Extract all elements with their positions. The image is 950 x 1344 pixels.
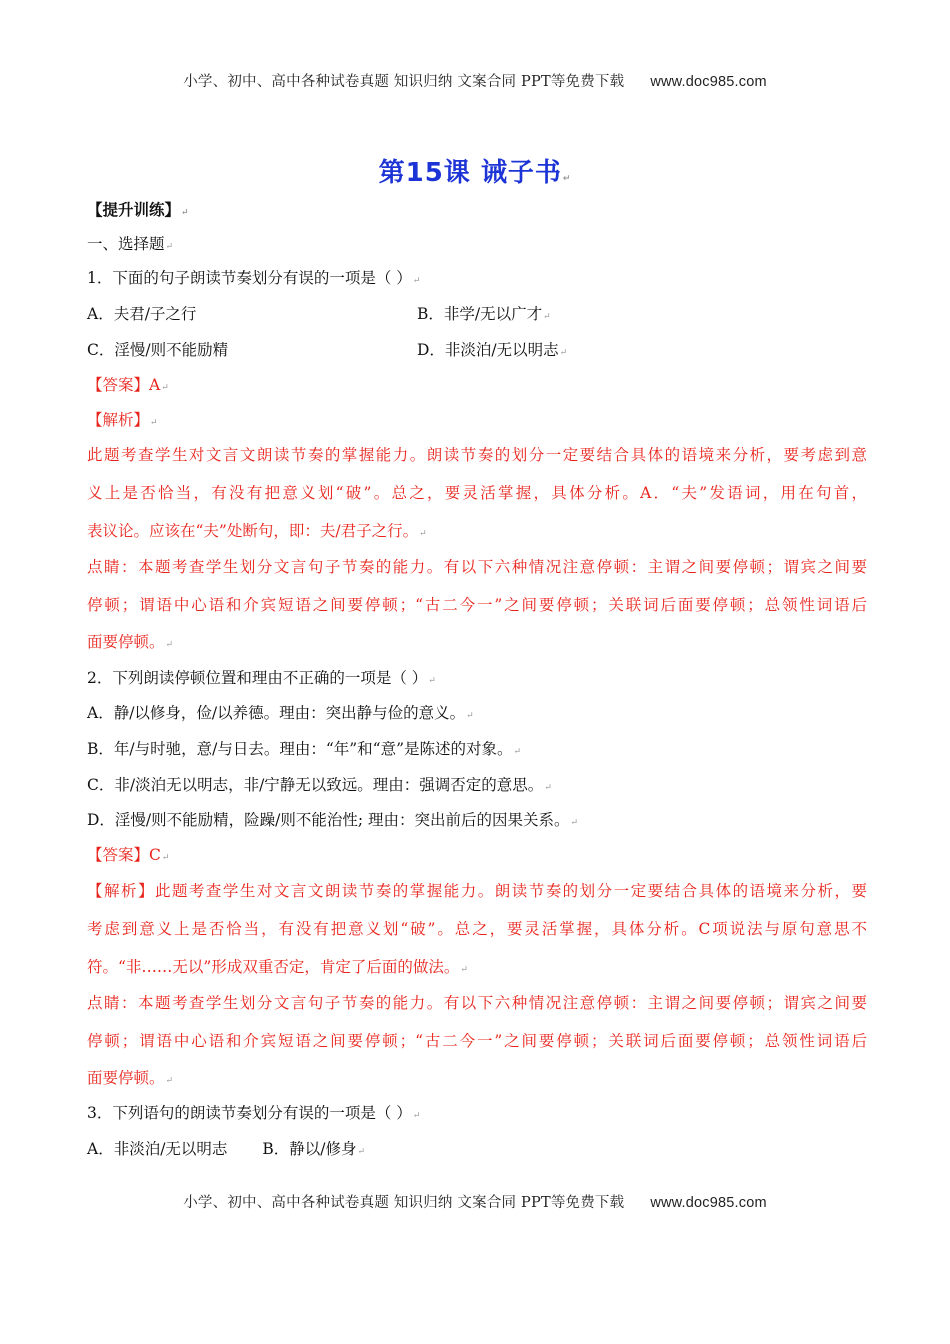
paragraph-mark: ↵: [460, 965, 468, 975]
q2-analysis-line1: 【解析】此题考查学生对文言文朗读节奏的掌握能力。朗读节奏的划分一定要结合具体的语境来分析，要: [87, 882, 867, 900]
q3-option-a: A．非淡泊/无以明志: [87, 1140, 228, 1158]
q3-option-b-text: B．静以/修身: [262, 1140, 357, 1158]
page-header: [0, 70, 950, 91]
part-label-text: 一、选择题: [87, 235, 165, 253]
q1-analysis-line2: 义上是否恰当，有没有把意义划“破”。总之，要灵活掌握，具体分析。A．“夫”发语词，用在句首，: [87, 484, 867, 502]
part-label: [87, 234, 867, 257]
paragraph-mark: ↵: [161, 853, 170, 863]
q2-option-a: [87, 703, 867, 726]
q1-option-a: A．夫君/子之行: [87, 305, 197, 323]
q1-analysis-line1: 此题考查学生对文言文朗读节奏的掌握能力。朗读节奏的划分一定要结合具体的语境来分析，要考虑到意: [87, 446, 867, 464]
q3-options-row1: [87, 1139, 867, 1162]
q2-option-a-text: A．静/以修身，俭/以养德。理由：突出静与俭的意义。: [87, 704, 466, 722]
q1-analysis-line3-text: 表议论。应该在“夫”处断句，即：夫/君子之行。: [87, 522, 419, 540]
q1-stem-text: 1．下面的句子朗读节奏划分有误的一项是（ ）: [87, 269, 412, 287]
lesson-title: [0, 152, 950, 189]
q2-stem-text: 2．下列朗读停顿位置和理由不正确的一项是（ ）: [87, 669, 428, 687]
q2-tip-line3-text: 面要停顿。: [87, 1069, 165, 1087]
paragraph-mark: ↵: [412, 276, 421, 286]
paragraph-mark: ↵: [357, 1147, 366, 1157]
paragraph-mark: ↵: [570, 818, 579, 828]
footer-url[interactable]: www.doc985.com: [650, 1195, 767, 1211]
q1-answer-text: 【答案】A: [87, 376, 161, 394]
footer-text: 小学、初中、高中各种试卷真题 知识归纳 文案合同 PPT等免费下载: [183, 1195, 625, 1211]
q3-stem: [87, 1103, 867, 1126]
q2-analysis-line3-text: 符。“非……无以”形成双重否定，肯定了后面的做法。: [87, 958, 460, 976]
q2-option-c: [87, 775, 867, 798]
q1-option-c: C．淫慢/则不能励精: [87, 341, 229, 359]
q1-tip-line1: 点睛：本题考查学生划分文言句子节奏的能力。有以下六种情况注意停顿：主谓之间要停顿；谓宾之间要: [87, 558, 867, 576]
paragraph-mark: ↵: [412, 1111, 421, 1121]
q3-stem-text: 3．下列语句的朗读节奏划分有误的一项是（ ）: [87, 1104, 412, 1122]
q1-stem: [87, 268, 867, 291]
paragraph-mark: ↵: [543, 312, 551, 322]
q1-analysis-label-text: 【解析】: [87, 411, 150, 429]
paragraph-mark: ↵: [559, 348, 568, 358]
q2-option-b-text: B．年/与时驰，意/与日去。理由：“年”和“意”是陈述的对象。: [87, 740, 513, 758]
q1-option-b: [417, 304, 551, 327]
paragraph-mark: ↵: [562, 174, 572, 184]
header-url[interactable]: www.doc985.com: [650, 74, 767, 90]
q1-option-d-text: D．非淡泊/无以明志: [417, 341, 559, 359]
q2-answer-text: 【答案】C: [87, 846, 161, 864]
paragraph-mark: ↵: [150, 418, 158, 428]
paragraph-mark: ↵: [419, 529, 427, 539]
paragraph-mark: ↵: [513, 747, 522, 757]
q1-tip-line3: [87, 632, 867, 655]
q2-analysis-line2: 考虑到意义上是否恰当，有没有把意义划“破”。总之，要灵活掌握，具体分析。C项说法与原句意思不: [87, 920, 867, 938]
q2-option-d-text: D．淫慢/则不能励精，险躁/则不能治性; 理由：突出前后的因果关系。: [87, 811, 570, 829]
section-label: [87, 200, 867, 223]
q1-options-row1: [87, 304, 867, 324]
q1-answer: [87, 375, 867, 398]
q1-options-row2: [87, 340, 867, 360]
paragraph-mark: ↵: [181, 208, 189, 218]
lesson-title-text: 第15课 诫子书: [378, 158, 562, 188]
q1-option-b-text: B．非学/无以广才: [417, 305, 543, 323]
q2-tip-line2: 停顿；谓语中心语和介宾短语之间要停顿；“古二今一”之间要停顿；关联词后面要停顿；总领性词语后: [87, 1032, 867, 1050]
paragraph-mark: ↵: [161, 383, 169, 393]
q1-tip-line2: 停顿；谓语中心语和介宾短语之间要停顿；“古二今一”之间要停顿；关联词后面要停顿；总领性词语后: [87, 596, 867, 614]
section-label-text: 【提升训练】: [87, 200, 181, 219]
q1-analysis-line3: [87, 521, 867, 544]
paragraph-mark: ↵: [165, 1076, 174, 1086]
q1-option-d: [417, 340, 567, 363]
q2-tip-line3: [87, 1068, 867, 1091]
q1-tip-line3-text: 面要停顿。: [87, 633, 165, 651]
q2-option-b: [87, 739, 867, 762]
q2-answer: [87, 845, 867, 868]
page-footer: [0, 1191, 950, 1212]
q3-option-b: [262, 1140, 365, 1158]
header-text: 小学、初中、高中各种试卷真题 知识归纳 文案合同 PPT等免费下载: [183, 74, 625, 90]
q2-analysis-line3: [87, 957, 867, 980]
q2-stem: [87, 668, 867, 691]
q2-tip-line1: 点睛：本题考查学生划分文言句子节奏的能力。有以下六种情况注意停顿：主谓之间要停顿；谓宾之间要: [87, 994, 867, 1012]
paragraph-mark: ↵: [428, 676, 436, 686]
paragraph-mark: ↵: [165, 640, 174, 650]
q1-analysis-label: [87, 410, 867, 433]
q2-option-d: [87, 810, 867, 833]
q2-option-c-text: C．非/淡泊无以明志，非/宁静无以致远。理由：强调否定的意思。: [87, 776, 544, 794]
paragraph-mark: ↵: [165, 242, 174, 252]
paragraph-mark: ↵: [544, 783, 552, 793]
paragraph-mark: ↵: [466, 711, 474, 721]
